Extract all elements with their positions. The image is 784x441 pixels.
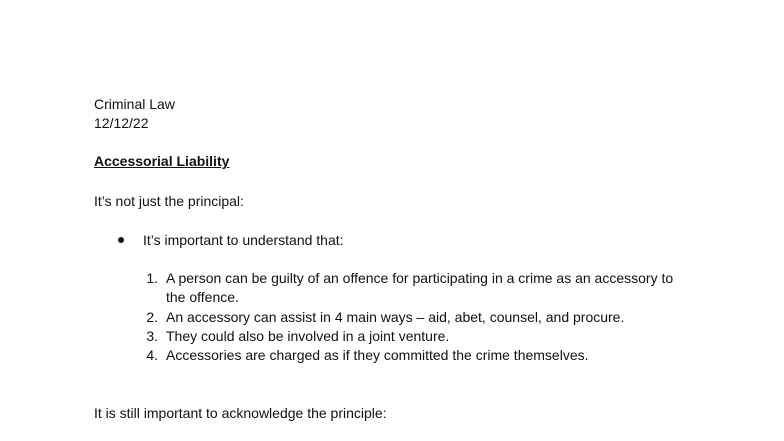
list-item-text: An accessory can assist in 4 main ways – aid, abet, counsel, and procure. bbox=[166, 309, 625, 325]
list-item-text: They could also be involved in a joint venture. bbox=[166, 328, 450, 344]
list-number: 2. bbox=[146, 309, 158, 325]
closing-paragraph: It is still important to acknowledge the principle: bbox=[94, 405, 387, 421]
list-number: 1. bbox=[146, 270, 158, 286]
bullet-text: It’s important to understand that: bbox=[143, 232, 344, 248]
date-line: 12/12/22 bbox=[94, 115, 149, 131]
intro-paragraph: It’s not just the principal: bbox=[94, 193, 244, 209]
list-number: 3. bbox=[146, 328, 158, 344]
subject-line: Criminal Law bbox=[94, 96, 175, 112]
section-heading: Accessorial Liability bbox=[94, 153, 230, 169]
list-item-text: A person can be guilty of an offence for participating in a crime as an accessory to bbox=[166, 270, 674, 286]
list-item-text: Accessories are charged as if they committed the crime themselves. bbox=[166, 347, 589, 363]
bullet-icon bbox=[118, 237, 124, 243]
list-number: 4. bbox=[146, 347, 158, 363]
list-item-text-continued: the offence. bbox=[166, 289, 239, 305]
